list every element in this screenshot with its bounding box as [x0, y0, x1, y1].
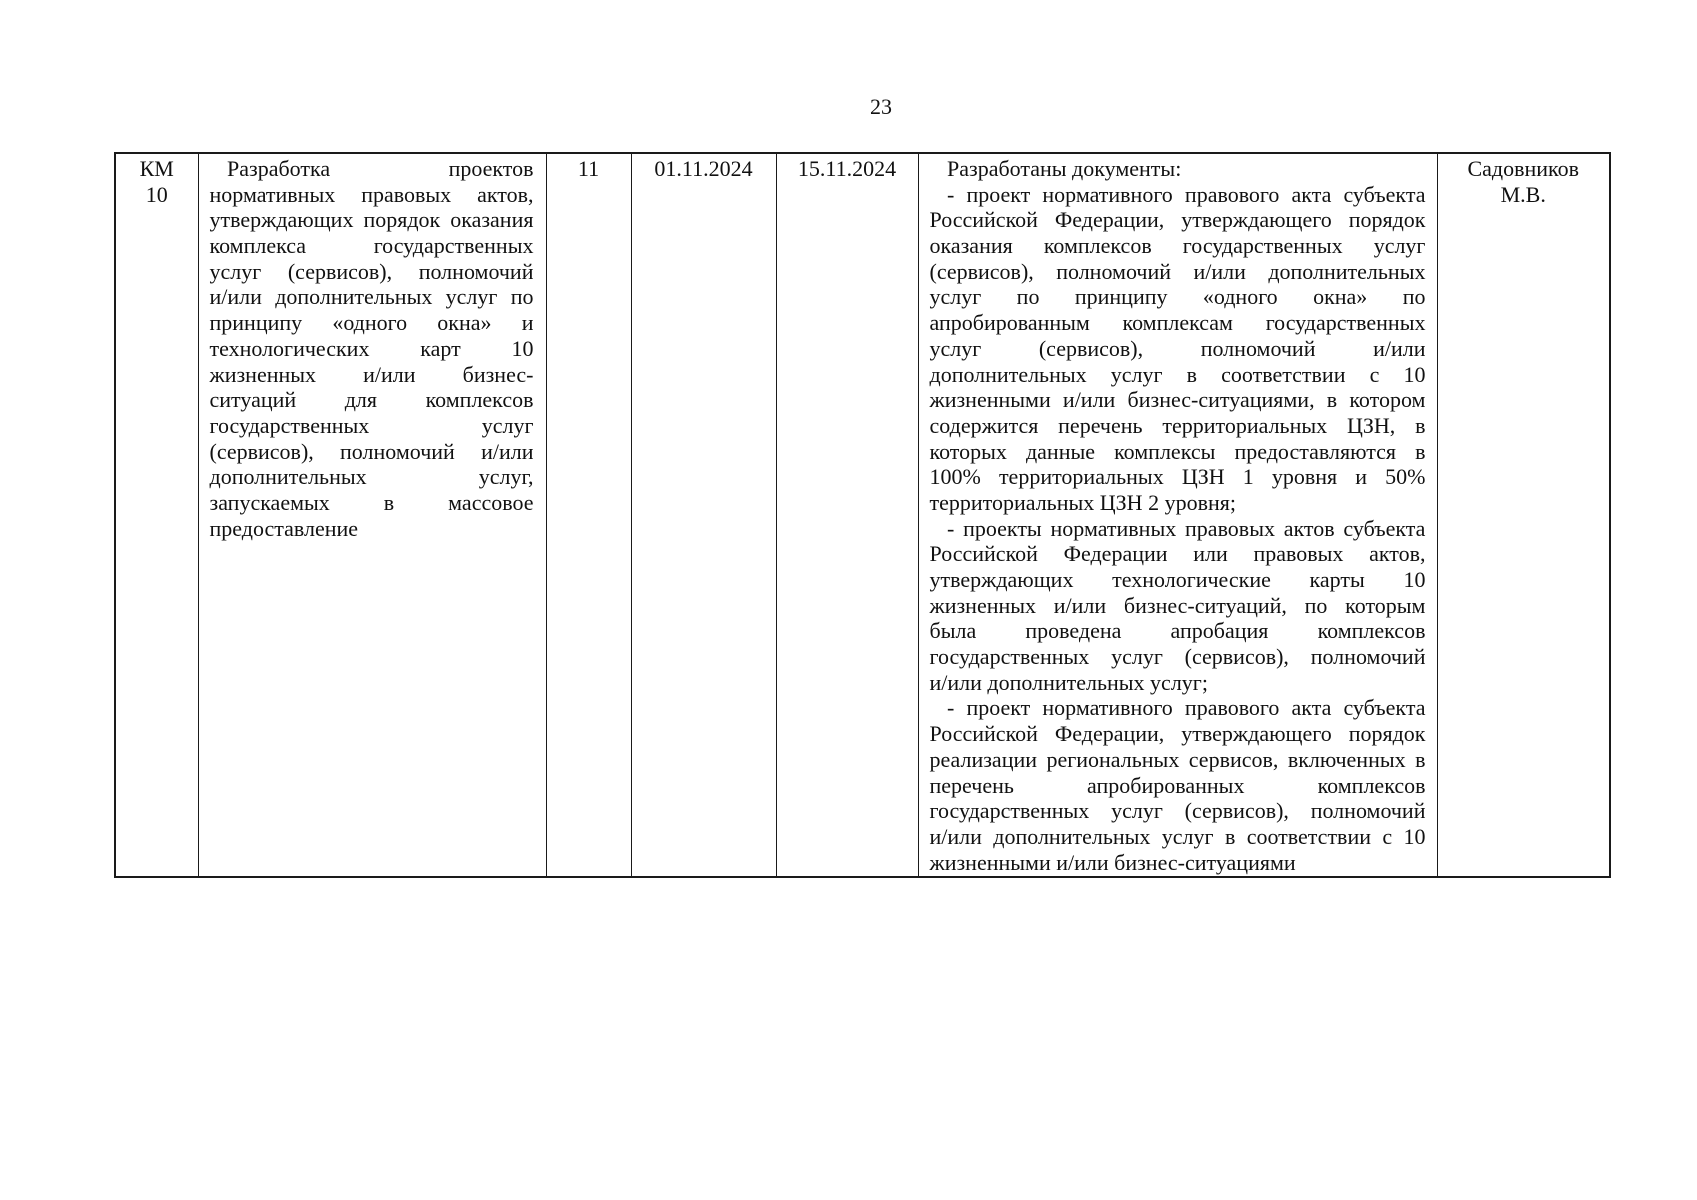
word: которым — [1345, 592, 1426, 618]
result-line — [930, 593, 1426, 619]
word: территориальных — [998, 464, 1164, 490]
word: дополнительных — [275, 284, 433, 310]
word: апробированных — [1087, 772, 1245, 798]
word: нормативного — [1042, 181, 1173, 207]
word: ситуаций — [209, 387, 297, 413]
responsible-line: М.В. — [1500, 181, 1546, 207]
word: государственных — [1265, 310, 1426, 336]
word: «одного — [332, 310, 408, 336]
word: содержится — [929, 412, 1039, 438]
title-line — [210, 156, 534, 182]
word: - — [947, 695, 955, 721]
word: услуг — [445, 284, 498, 310]
title-line — [210, 182, 534, 208]
word: бизнес-ситуаций, — [1123, 592, 1287, 618]
word: жизненных — [209, 361, 317, 387]
word: проведена — [1025, 618, 1122, 644]
word: Российской — [929, 541, 1038, 567]
result-line — [930, 567, 1426, 593]
result-line — [930, 747, 1426, 773]
word: правового — [1184, 695, 1280, 721]
result-line — [930, 310, 1426, 336]
cell-start-date — [631, 153, 776, 877]
word: актов, — [477, 181, 534, 207]
table-row — [115, 153, 1610, 877]
word: 1 — [1242, 464, 1254, 490]
word: Федерации, — [1054, 207, 1165, 233]
word: услуг — [1161, 823, 1214, 849]
result-line — [930, 233, 1426, 259]
page-number: 23 — [870, 94, 892, 119]
start-date-value: 01.11.2024 — [654, 156, 753, 181]
word: нормативных — [209, 181, 336, 207]
result-line — [930, 413, 1426, 439]
plan-table — [114, 152, 1611, 878]
result-line — [930, 824, 1426, 850]
word: или — [1193, 541, 1228, 567]
word: (сервисов), — [287, 258, 393, 284]
word: карт — [420, 335, 461, 361]
word: Российской — [929, 721, 1038, 747]
word: полномочий — [418, 258, 534, 284]
title-line — [210, 207, 534, 233]
word: которых — [929, 438, 1007, 464]
word: дополнительных — [929, 361, 1087, 387]
cell-result — [918, 153, 1437, 877]
word: комплексов — [1317, 618, 1426, 644]
word: услуг — [1111, 798, 1163, 824]
word: комплекса — [209, 233, 307, 259]
word: по — [1402, 284, 1426, 310]
word: проект — [966, 181, 1031, 207]
word: актов, — [1369, 541, 1426, 567]
word: была — [929, 618, 977, 644]
word: ЦЗН — [1181, 464, 1225, 490]
word: технологические — [1112, 567, 1271, 592]
word: в — [1415, 438, 1426, 464]
word: оказания — [450, 207, 534, 233]
word: правового — [1184, 181, 1280, 207]
result-line: территориальных ЦЗН 2 уровня; — [929, 489, 1236, 515]
result-line — [930, 618, 1426, 644]
word: дополнительных — [209, 464, 367, 490]
word: и — [1355, 464, 1368, 490]
title-line — [210, 336, 534, 362]
title-line — [210, 387, 534, 413]
word: региональных — [1046, 746, 1180, 772]
word: субъекта — [1343, 695, 1426, 721]
result-line — [930, 284, 1426, 310]
word: жизненными — [929, 387, 1051, 413]
word: Федерации, — [1054, 721, 1165, 747]
word: «одного — [1202, 284, 1278, 310]
word: по — [1016, 284, 1040, 310]
word: реализации — [929, 746, 1038, 772]
word: нормативного — [1042, 695, 1173, 721]
title-line — [210, 284, 534, 310]
word: в — [1415, 746, 1426, 772]
word: государственных — [1182, 233, 1343, 259]
word: принципу — [209, 310, 303, 336]
word: - — [947, 181, 955, 207]
result-line — [930, 541, 1426, 567]
word: проект — [966, 695, 1031, 721]
word: бизнес- — [462, 361, 534, 387]
word: дополнительных — [993, 823, 1151, 849]
code-line: КМ — [139, 156, 174, 181]
word: уровня — [1271, 464, 1338, 490]
word: - — [947, 515, 955, 541]
word: и/или — [209, 284, 262, 310]
word: территориальных — [1162, 412, 1328, 438]
end-date-value: 15.11.2024 — [797, 156, 897, 181]
result-line — [930, 336, 1426, 362]
word: комплексов — [1317, 772, 1426, 798]
word: по — [1304, 592, 1328, 618]
result-line: Разработаны документы: — [947, 156, 1182, 181]
word: порядок — [1348, 721, 1426, 747]
cell-number — [546, 153, 631, 877]
word: проектов — [448, 156, 534, 181]
word: и/или — [363, 361, 416, 387]
word: сервисов, — [1188, 746, 1279, 772]
word: для — [344, 387, 378, 413]
result-line — [930, 695, 1426, 721]
word: комплексам — [1122, 310, 1233, 336]
word: с — [1369, 361, 1380, 387]
word: соответствии — [1221, 361, 1346, 387]
result-line — [930, 259, 1426, 285]
code-line: 10 — [145, 181, 168, 207]
title-line — [210, 413, 534, 439]
word: правовых — [361, 181, 452, 207]
result-line: жизненными и/или бизнес-ситуациями — [929, 849, 1296, 875]
word: Разработка — [227, 156, 331, 181]
word: субъекта — [1343, 515, 1426, 541]
word: апробированным — [929, 310, 1090, 336]
word: и/или — [1193, 258, 1246, 284]
word: правовых — [1253, 541, 1344, 567]
word: 10 — [1403, 567, 1426, 592]
word: проекты — [963, 515, 1042, 541]
word: котором — [1349, 387, 1426, 413]
word: жизненных — [929, 592, 1037, 618]
word: карты — [1309, 567, 1365, 592]
word: полномочий — [1200, 335, 1316, 361]
result-line — [930, 182, 1426, 208]
word: услуг — [1111, 644, 1163, 670]
word: (сервисов), — [1038, 335, 1144, 361]
word: услуг, — [478, 464, 534, 490]
word: перечень — [929, 772, 1014, 798]
word: перечень — [1058, 412, 1143, 438]
word: 50% — [1385, 464, 1426, 490]
word: бизнес-ситуациями, — [1127, 387, 1315, 413]
word: в — [1326, 387, 1338, 413]
word: порядок — [1348, 207, 1426, 233]
word: утверждающего — [1181, 721, 1332, 747]
word: субъекта — [1343, 181, 1426, 207]
result-line — [930, 439, 1426, 465]
word: правовых — [1185, 515, 1275, 541]
result-line — [930, 362, 1426, 388]
word: ЦЗН, — [1346, 412, 1396, 438]
word: с — [1382, 823, 1393, 849]
title-line — [210, 362, 534, 388]
word: государственных — [929, 798, 1090, 824]
title-line — [210, 259, 534, 285]
word: в — [1415, 412, 1426, 438]
word: Российской — [929, 207, 1038, 233]
word: полномочий — [340, 438, 455, 464]
word: в — [383, 489, 395, 515]
word: в — [1224, 823, 1236, 849]
title-line — [210, 439, 534, 465]
word: в — [1186, 361, 1198, 387]
word: (сервисов), — [1184, 798, 1289, 824]
word: массовое — [448, 489, 534, 515]
word: и/или — [1062, 387, 1116, 413]
word: государственных — [929, 644, 1090, 670]
cell-title — [198, 153, 546, 877]
result-line — [930, 644, 1426, 670]
word: услуг — [481, 412, 534, 438]
word: услуг — [1110, 361, 1163, 387]
word: Федерации — [1063, 541, 1168, 567]
word: порядок — [363, 207, 441, 233]
word: 100% — [929, 464, 981, 490]
word: по — [510, 284, 534, 310]
word: актов — [1283, 515, 1335, 541]
word: утверждающих — [209, 207, 354, 233]
word: акта — [1291, 695, 1332, 721]
word: государственных — [209, 412, 370, 438]
word: предоставляются — [1234, 438, 1396, 464]
word: утверждающего — [1181, 207, 1332, 233]
word: 10 — [1403, 361, 1426, 387]
word: (сервисов), — [209, 438, 314, 464]
cell-code — [115, 153, 198, 877]
word: (сервисов), — [1184, 644, 1289, 670]
responsible-line: Садовников — [1467, 156, 1580, 181]
word: апробация — [1170, 618, 1269, 644]
result-line — [930, 464, 1426, 490]
word: включенных — [1287, 746, 1406, 772]
word: принципу — [1074, 284, 1168, 310]
word: и/или — [1053, 592, 1107, 618]
word: запускаемых — [209, 489, 330, 515]
word: услуг — [929, 284, 982, 310]
word: государственных — [373, 233, 534, 259]
word: комплексов — [425, 387, 534, 413]
title-line — [210, 464, 534, 490]
word: полномочий — [1310, 644, 1426, 670]
result-line — [930, 207, 1426, 233]
number-value: 11 — [577, 156, 600, 181]
word: окна» — [437, 310, 492, 336]
word: нормативных — [1050, 515, 1177, 541]
word: технологических — [209, 335, 370, 361]
word: услуг — [929, 335, 982, 361]
word: данные — [1025, 438, 1096, 464]
word: дополнительных — [1268, 258, 1426, 284]
title-line — [210, 490, 534, 516]
word: оказания — [929, 233, 1013, 259]
word: (сервисов), — [929, 258, 1034, 284]
word: акта — [1291, 181, 1332, 207]
word: утверждающих — [929, 567, 1074, 592]
result-line — [930, 798, 1426, 824]
word: и/или — [1373, 335, 1426, 361]
result-line: и/или дополнительных услуг; — [929, 669, 1208, 695]
word: соответствии — [1246, 823, 1371, 849]
word: 10 — [1403, 823, 1426, 849]
title-line — [210, 233, 534, 259]
result-line — [930, 516, 1426, 542]
title-line — [210, 310, 534, 336]
cell-end-date — [776, 153, 918, 877]
word: услуг — [1373, 233, 1426, 259]
word: услуг — [209, 258, 262, 284]
word: 10 — [511, 335, 534, 361]
word: комплексы — [1114, 438, 1216, 464]
result-line — [930, 721, 1426, 747]
word: и/или — [929, 823, 982, 849]
word: комплексов — [1043, 233, 1152, 259]
word: окна» — [1313, 284, 1368, 310]
word: и — [521, 310, 534, 336]
word: полномочий — [1310, 798, 1426, 824]
word: и/или — [481, 438, 534, 464]
word: полномочий — [1056, 258, 1171, 284]
title-line: предоставление — [209, 515, 359, 541]
result-line — [930, 387, 1426, 413]
cell-responsible — [1437, 153, 1610, 877]
result-line — [930, 773, 1426, 799]
